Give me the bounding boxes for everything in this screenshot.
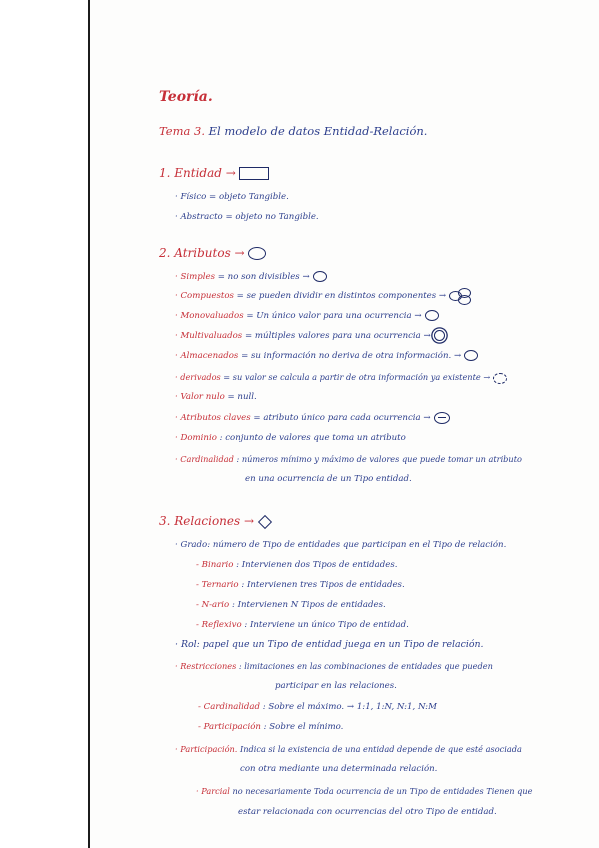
term: · Almacenados: [175, 351, 239, 361]
term: - Cardinalidad: [198, 702, 260, 712]
term: · Parcial: [196, 786, 230, 796]
definition: = se pueden dividir en distintos componentes →: [233, 291, 447, 301]
list-item: [196, 578, 405, 592]
list-item: [175, 390, 257, 404]
list-item: [175, 659, 493, 673]
definition: : Sobre el máximo. → 1:1, 1:N, N:1, N:M: [259, 702, 437, 712]
list-item: [175, 270, 327, 284]
list-item: [175, 309, 439, 323]
list-item: [196, 558, 398, 572]
page-title: Teoría.: [159, 89, 213, 105]
list-item: [196, 784, 533, 798]
list-item: · Físico = objeto Tangible.: [175, 192, 289, 202]
list-item: · Rol: papel que un Tipo de entidad juega en un Tipo de relación.: [175, 639, 484, 650]
list-item: [175, 452, 522, 466]
ellipse-icon: [425, 310, 439, 321]
rectangle-entity-icon: [239, 167, 269, 180]
definition: = no son divisibles →: [215, 272, 310, 282]
definition: : Intervienen dos Tipos de entidades.: [233, 560, 398, 570]
term: · Monovaluados: [175, 311, 244, 321]
list-item: · Abstracto = objeto no Tangible.: [175, 212, 319, 222]
term: · derivados: [175, 372, 221, 382]
definition: : Interviene un único Tipo de entidad.: [241, 620, 409, 630]
term: · Atributos claves: [175, 413, 251, 423]
ellipse-attribute-icon: [248, 247, 266, 260]
definition: : limitaciones en las combinaciones de entidades que pueden: [236, 661, 493, 671]
section-heading-text: 1. Entidad →: [159, 166, 236, 180]
term: · Compuestos: [175, 291, 234, 301]
term: · Simples: [175, 272, 215, 282]
definition: : números mínimo y máximo de valores que puede tomar un atributo: [233, 454, 522, 464]
list-item-continuation: participar en las relaciones.: [275, 681, 397, 691]
list-item-continuation: estar relacionada con ocurrencias del otro Tipo de entidad.: [238, 807, 497, 817]
section-atributos-heading: [159, 246, 266, 260]
term: · Participación.: [175, 744, 238, 754]
term: · Dominio: [175, 433, 217, 443]
list-item: · Grado: número de Tipo de entidades que participan en el Tipo de relación.: [175, 540, 507, 550]
key-ellipse-icon: [434, 412, 450, 424]
diamond-relation-icon: [258, 514, 272, 528]
term: · Valor nulo: [175, 392, 225, 402]
list-item: [175, 370, 507, 384]
list-item-continuation: con otra mediante una determinada relación.: [240, 764, 438, 774]
list-item-continuation: en una ocurrencia de un Tipo entidad.: [245, 474, 412, 484]
list-item: [198, 720, 343, 734]
topic-text: El modelo de datos Entidad-Relación.: [208, 124, 428, 138]
definition: = Un único valor para una ocurrencia →: [243, 311, 422, 321]
definition: : conjunto de valores que toma un atributo: [216, 433, 406, 443]
term: · Restricciones: [175, 661, 237, 671]
topic-line: [159, 124, 427, 138]
definition: : Sobre el mínimo.: [260, 722, 344, 732]
list-item: [175, 411, 450, 425]
definition: = su valor se calcula a partir de otra información ya existente →: [220, 372, 491, 382]
list-item: [196, 598, 386, 612]
list-item: [198, 700, 437, 714]
list-item: [175, 742, 522, 756]
definition: : Intervienen N Tipos de entidades.: [229, 600, 386, 610]
term: - Ternario: [196, 580, 239, 590]
definition: no necesariamente Toda ocurrencia de un Tipo de entidades Tienen que: [229, 786, 533, 796]
term: - Reflexivo: [196, 620, 242, 630]
list-item: [175, 431, 406, 445]
section-relaciones-heading: [159, 514, 270, 528]
ellipse-icon: [313, 271, 327, 282]
term: - N-ario: [196, 600, 230, 610]
ellipse-icon: [464, 350, 478, 361]
definition: Indica si la existencia de una entidad depende de que esté asociada: [237, 744, 522, 754]
term: · Cardinalidad: [175, 454, 234, 464]
double-ellipse-icon: [434, 330, 445, 341]
definition: = null.: [224, 392, 257, 402]
list-item: [196, 618, 409, 632]
composite-ellipses-icon: [449, 291, 477, 301]
section-heading-text: 2. Atributos →: [159, 246, 245, 260]
term: - Participación: [198, 722, 261, 732]
definition: = su información no deriva de otra información. →: [238, 351, 462, 361]
term: · Multivaluados: [175, 331, 243, 341]
list-item: [175, 349, 478, 363]
definition: = atributo único para cada ocurrencia →: [250, 413, 431, 423]
topic-label: Tema 3.: [159, 124, 205, 138]
term: - Binario: [196, 560, 234, 570]
section-entidad-heading: [159, 166, 269, 180]
definition: : Intervienen tres Tipos de entidades.: [238, 580, 405, 590]
dashed-ellipse-icon: [493, 373, 507, 384]
list-item: [175, 329, 445, 343]
definition: = múltiples valores para una ocurrencia →: [242, 331, 431, 341]
list-item: [175, 289, 477, 303]
section-heading-text: 3. Relaciones →: [159, 514, 255, 528]
